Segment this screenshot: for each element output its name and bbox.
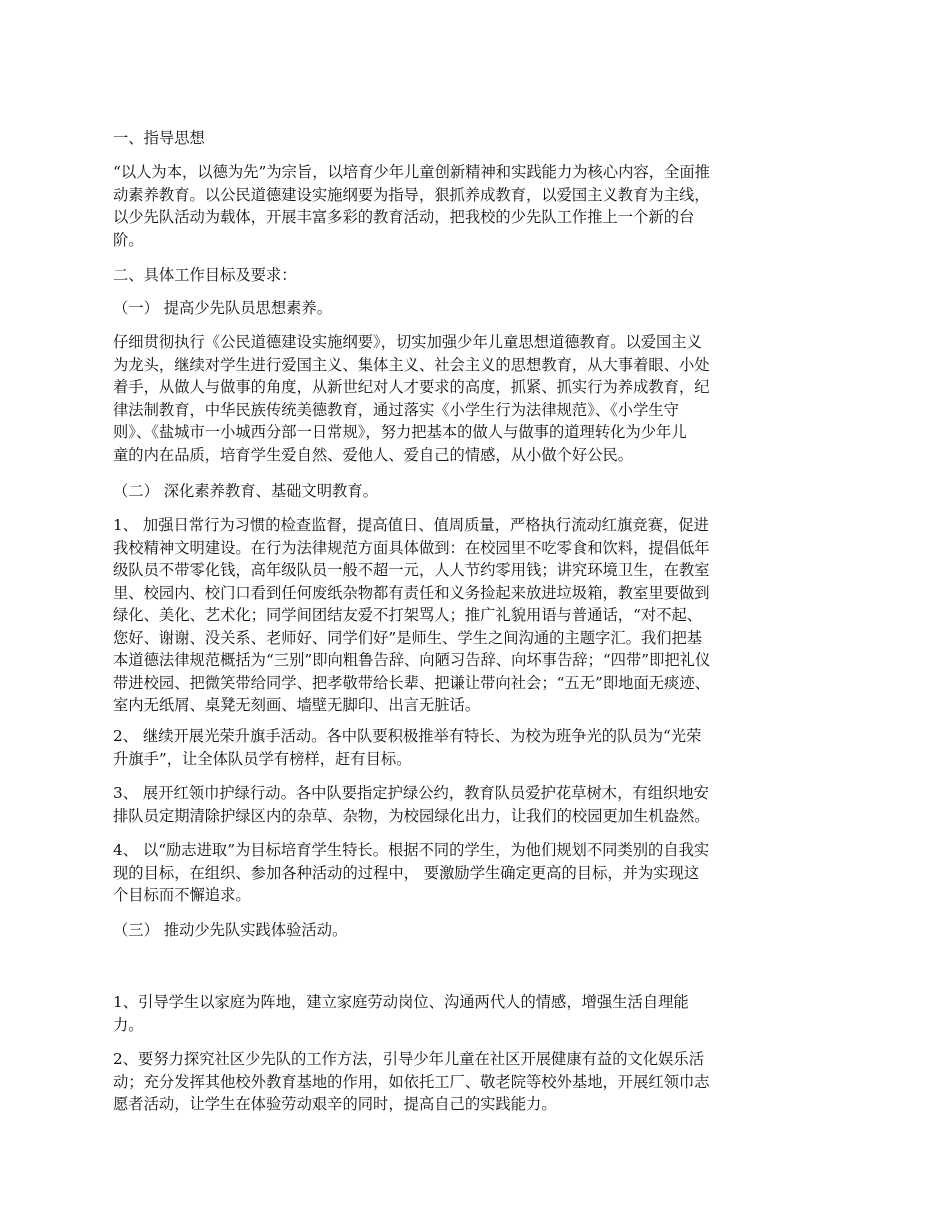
section-heading-work-goals: 二、具体工作目标及要求： (113, 266, 297, 284)
paragraph-community-work: 2、要努力探究社区少先队的工作方法，引导少年儿童在社区开展健康有益的文化娱乐活 动；充分发挥其他校外教育基地的作用，如依托工厂、敬老院等校外基地，开展红领巾志 愿者活动，让学生在体验劳动艰辛的同时，提高自己的实践能力。 (113, 1050, 710, 1113)
paragraph-student-strengths: 4、 以“励志进取”为目标培育学生特长。根据不同的学生，为他们规划不同类别的自我实 现的目标，在组织、参加各种活动的过程中， 要激励学生确定更高的目标，并为实现这 个目标而不懈追求。 (113, 841, 710, 904)
paragraph-flag-raiser: 2、 继续开展光荣升旗手活动。各中队要积极推举有特长、为校为班争光的队员为“光荣 升旗手”，让全体队员学有榜样，赶有目标。 (113, 727, 702, 768)
paragraph-family-labor: 1、引导学生以家庭为阵地，建立家庭劳动岗位、沟通两代人的情感，增强生活自理能 力。 (113, 993, 689, 1034)
paragraph-guiding-ideology: “以人为本，以德为先”为宗旨，以培育少年儿童创新精神和实践能力为核心内容，全面推 动素养教育。以公民道德建设实施纲要为指导，狠抓养成教育，以爱国主义教育为主线， 以少先队活动为载体，开展丰富多彩的教育活动，把我校的少先队工作推上一个新的台 阶。 (113, 163, 710, 249)
subheading-practice-activities: （三） 推动少先队实践体验活动。 (113, 921, 348, 939)
paragraph-daily-behavior: 1、 加强日常行为习惯的检查监督，提高值日、值周质量，严格执行流动红旗竞赛，促进 我校精神文明建设。在行为法律规范方面具体做到：在校园里不吃零食和饮料，提倡低年 级队员不带零化钱，高年级队员一般不超一元，人人节约零用钱；讲究环境卫生，在教室 里、校园内、校门口看到任何废纸杂物都有责任和义务捡起来放进垃圾箱，教室里要做到 绿化、美化、艺术化；同学间团结友爱不打架骂人；推广礼貌用语与普通话，“对不起、 您好、谢谢、没关系、老师好、同学们好”是师生、学生之间沟通的主题字汇。我们把基 本道德法律规范概括为“三别”即向粗鲁告辞、向陋习告辞、向坏事告辞；“四带”即把礼仪 带进校园、把微笑带给同学、把孝敬带给长辈、把谦让带向社会；“五无”即地面无痰迹、 室内无纸屑、桌凳无刻画、墙壁无脚印、出言无脏话。 (113, 516, 711, 714)
subheading-civilization-education: （二） 深化素养教育、基础文明教育。 (113, 482, 378, 500)
subheading-ideological-quality: （一） 提高少先队员思想素养。 (113, 299, 333, 317)
paragraph-moral-education: 仔细贯彻执行《公民道德建设实施纲要》，切实加强少年儿童思想道德教育。以爱国主义 为龙头，继续对学生进行爱国主义、集体主义、社会主义的思想教育，从大事着眼、小处 着手，从做人与做事的角度，从新世纪对人才要求的高度，抓紧、抓实行为养成教育，纪 律法制教育，中华民族传统美德教育，通过落实《小学生行为法律规范》、《小学生守 则》、《盐城市一小城西分部一日常规》，努力把基本的做人与做事的道理转化为少年儿 童的内在品质，培育学生爱自然、爱他人、爱自己的情感，从小做个好公民。 (113, 333, 710, 464)
paragraph-green-protection: 3、 展开红领巾护绿行动。各中队要指定护绿公约，教育队员爱护花草树木，有组织地安 排队员定期清除护绿区内的杂草、杂物，为校园绿化出力，让我们的校园更加生机盎然。 (113, 784, 710, 825)
section-heading-guiding-ideology: 一、指导思想 (113, 129, 205, 147)
